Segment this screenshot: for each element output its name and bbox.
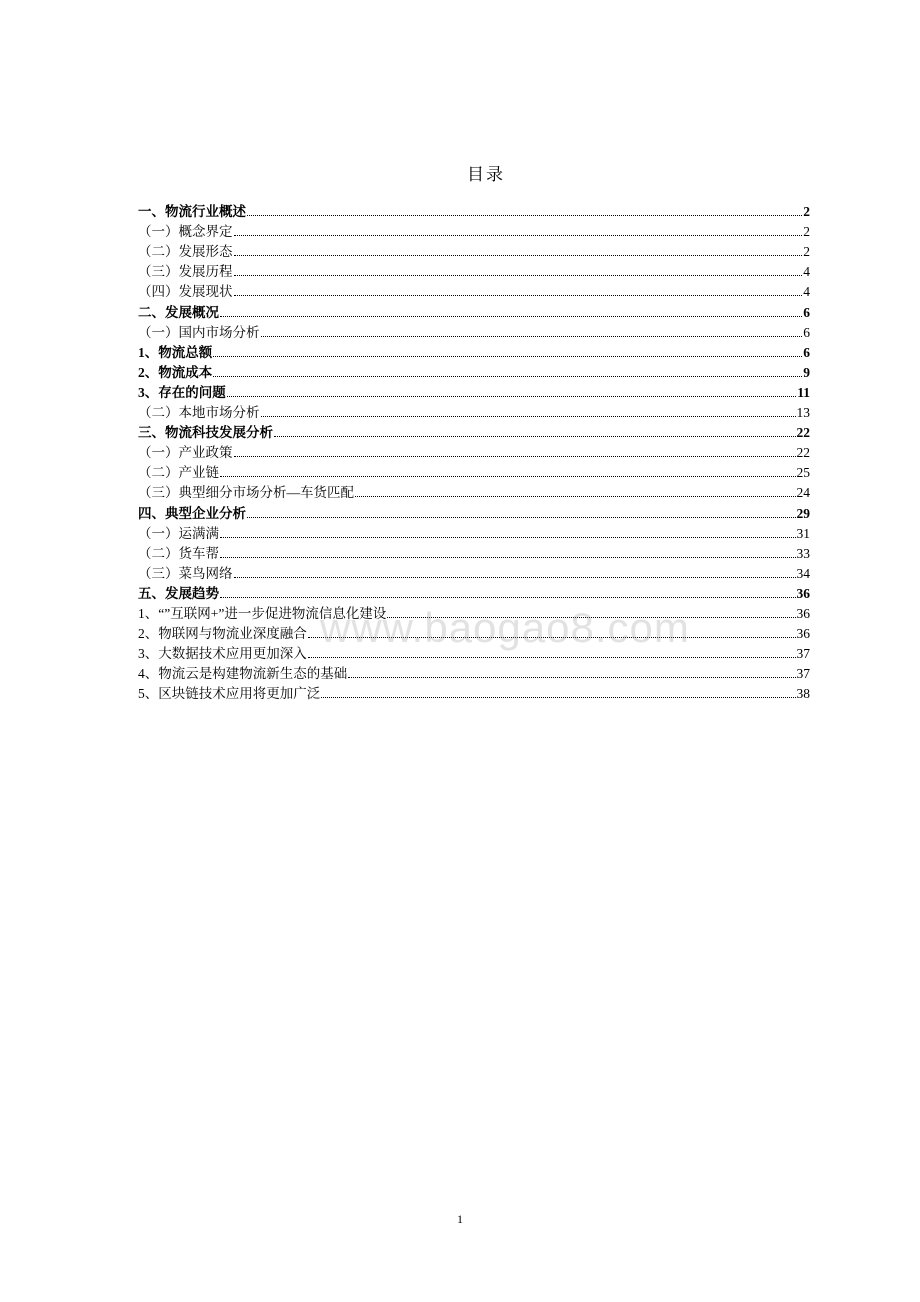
toc-entry-page: 34 bbox=[796, 565, 810, 581]
toc-entry-page: 6 bbox=[803, 344, 810, 360]
toc-leader-dots bbox=[234, 275, 803, 276]
toc-entry[interactable] bbox=[138, 240, 810, 260]
toc-leader-dots bbox=[220, 316, 802, 317]
toc-leader-dots bbox=[220, 537, 796, 538]
toc-entry[interactable] bbox=[138, 562, 810, 582]
toc-entry-label: （三）典型细分市场分析—车货匹配 bbox=[138, 485, 354, 501]
toc-leader-dots bbox=[213, 356, 802, 357]
toc-entry-page: 29 bbox=[796, 505, 810, 521]
toc-entry-label: 3、存在的问题 bbox=[138, 384, 226, 400]
toc-entry[interactable] bbox=[138, 481, 810, 501]
toc-entry[interactable] bbox=[138, 461, 810, 481]
toc-entry-label: （二）发展形态 bbox=[138, 244, 233, 260]
toc-entry-page: 36 bbox=[796, 626, 810, 642]
toc-entry-label: 四、典型企业分析 bbox=[138, 505, 246, 521]
toc-entry[interactable] bbox=[138, 260, 810, 280]
toc-entry-label: （二）本地市场分析 bbox=[138, 405, 260, 421]
toc-entry-label: 1、“”互联网+”进一步促进物流信息化建设 bbox=[138, 605, 387, 621]
toc-entry-page: 36 bbox=[796, 605, 810, 621]
toc-entry-label: （一）运满满 bbox=[138, 525, 219, 541]
toc-leader-dots bbox=[220, 597, 796, 598]
toc-leader-dots bbox=[234, 235, 803, 236]
toc-leader-dots bbox=[247, 517, 796, 518]
toc-entry-page: 37 bbox=[796, 666, 810, 682]
toc-entry-page: 31 bbox=[796, 525, 810, 541]
toc-entry[interactable] bbox=[138, 622, 810, 642]
toc-entry-page: 22 bbox=[796, 425, 810, 441]
toc-entry-label: （一）概念界定 bbox=[138, 224, 233, 240]
toc-entry[interactable] bbox=[138, 280, 810, 300]
toc-entry[interactable] bbox=[138, 522, 810, 542]
toc-entry[interactable] bbox=[138, 582, 810, 602]
toc-entry-page: 6 bbox=[803, 324, 810, 340]
toc-leader-dots bbox=[220, 557, 796, 558]
toc-entry-page: 36 bbox=[796, 585, 810, 601]
toc-entry-label: （一）产业政策 bbox=[138, 445, 233, 461]
toc-entry[interactable] bbox=[138, 361, 810, 381]
toc-entry-page: 6 bbox=[803, 304, 810, 320]
toc-title: 目录 bbox=[467, 165, 505, 184]
toc-entry[interactable] bbox=[138, 501, 810, 521]
toc-leader-dots bbox=[355, 496, 796, 497]
toc-entry[interactable] bbox=[138, 642, 810, 662]
toc-leader-dots bbox=[387, 617, 795, 618]
toc-entry-label: 5、区块链技术应用将更加广泛 bbox=[138, 686, 321, 702]
toc-entry-label: （二）产业链 bbox=[138, 465, 219, 481]
toc-entry[interactable] bbox=[138, 441, 810, 461]
toc-entry-page: 13 bbox=[796, 405, 810, 421]
toc-entry[interactable] bbox=[138, 341, 810, 361]
toc-entry[interactable] bbox=[138, 662, 810, 682]
toc-entry-page: 4 bbox=[803, 264, 810, 280]
toc-entry-page: 37 bbox=[796, 646, 810, 662]
toc-leader-dots bbox=[234, 456, 796, 457]
toc-leader-dots bbox=[321, 697, 795, 698]
table-of-contents bbox=[138, 200, 810, 702]
toc-leader-dots bbox=[261, 336, 803, 337]
toc-entry-label: 2、物联网与物流业深度融合 bbox=[138, 626, 307, 642]
page-number: 1 bbox=[457, 1212, 463, 1226]
toc-leader-dots bbox=[234, 295, 803, 296]
toc-entry[interactable] bbox=[138, 682, 810, 702]
toc-leader-dots bbox=[261, 416, 796, 417]
toc-entry-label: 一、物流行业概述 bbox=[138, 204, 246, 220]
toc-leader-dots bbox=[220, 476, 796, 477]
toc-entry-label: 二、发展概况 bbox=[138, 304, 219, 320]
toc-entry-label: 三、物流科技发展分析 bbox=[138, 425, 273, 441]
toc-entry[interactable] bbox=[138, 300, 810, 320]
toc-entry[interactable] bbox=[138, 401, 810, 421]
toc-entry-label: 2、物流成本 bbox=[138, 364, 213, 380]
toc-leader-dots bbox=[213, 376, 802, 377]
toc-leader-dots bbox=[308, 637, 796, 638]
toc-leader-dots bbox=[234, 255, 803, 256]
toc-entry-label: 五、发展趋势 bbox=[138, 585, 219, 601]
toc-entry[interactable] bbox=[138, 321, 810, 341]
toc-entry[interactable] bbox=[138, 381, 810, 401]
toc-entry[interactable] bbox=[138, 200, 810, 220]
toc-entry-page: 4 bbox=[803, 284, 810, 300]
toc-entry-page: 2 bbox=[803, 244, 810, 260]
toc-entry-page: 9 bbox=[803, 364, 810, 380]
toc-entry-label: （四）发展现状 bbox=[138, 284, 233, 300]
toc-leader-dots bbox=[348, 677, 795, 678]
toc-entry[interactable] bbox=[138, 542, 810, 562]
toc-entry[interactable] bbox=[138, 602, 810, 622]
toc-entry-label: （三）菜鸟网络 bbox=[138, 565, 233, 581]
toc-leader-dots bbox=[234, 577, 796, 578]
toc-entry-page: 33 bbox=[796, 545, 810, 561]
toc-entry-page: 22 bbox=[796, 445, 810, 461]
toc-entry-page: 2 bbox=[803, 204, 810, 220]
toc-entry-label: 4、物流云是构建物流新生态的基础 bbox=[138, 666, 348, 682]
toc-entry[interactable] bbox=[138, 220, 810, 240]
toc-entry[interactable] bbox=[138, 421, 810, 441]
toc-entry-label: 1、物流总额 bbox=[138, 344, 213, 360]
toc-entry-label: （二）货车帮 bbox=[138, 545, 219, 561]
toc-entry-page: 25 bbox=[796, 465, 810, 481]
watermark: www.baogao8.com bbox=[320, 604, 690, 651]
toc-entry-label: （三）发展历程 bbox=[138, 264, 233, 280]
toc-entry-page: 11 bbox=[797, 384, 810, 400]
toc-leader-dots bbox=[247, 215, 802, 216]
toc-leader-dots bbox=[274, 436, 796, 437]
toc-leader-dots bbox=[227, 396, 796, 397]
toc-entry-page: 24 bbox=[796, 485, 810, 501]
toc-entry-label: 3、大数据技术应用更加深入 bbox=[138, 646, 307, 662]
toc-entry-label: （一）国内市场分析 bbox=[138, 324, 260, 340]
toc-entry-page: 2 bbox=[803, 224, 810, 240]
toc-entry-page: 38 bbox=[796, 686, 810, 702]
toc-leader-dots bbox=[308, 657, 796, 658]
